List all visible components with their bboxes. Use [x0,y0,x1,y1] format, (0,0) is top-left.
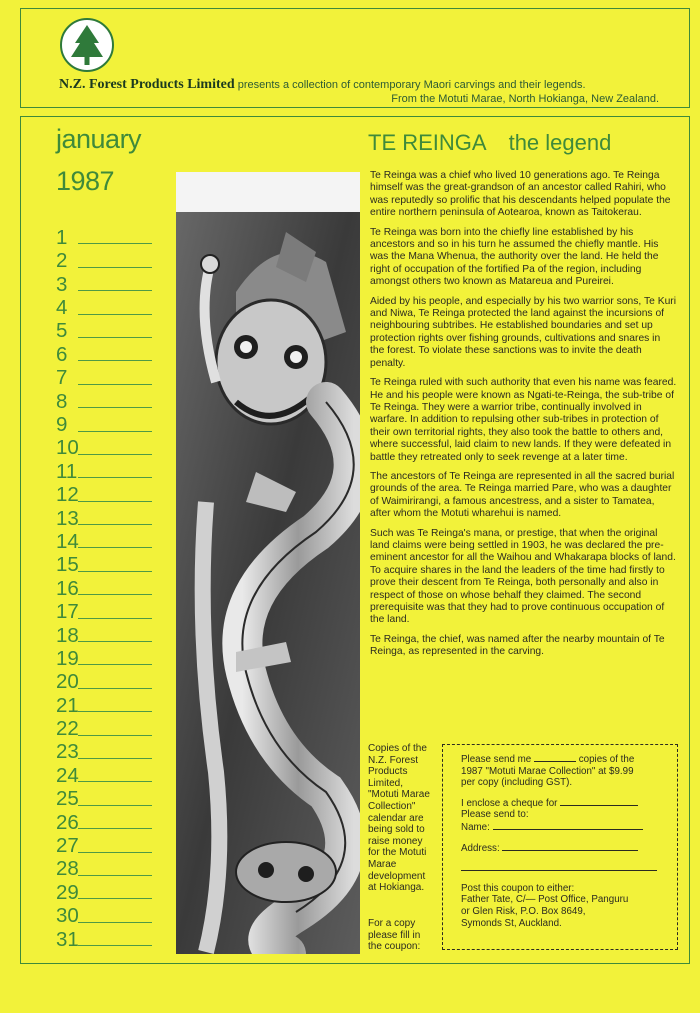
day-number: 26 [56,810,79,834]
day-number: 19 [56,646,79,670]
day-row [56,712,152,741]
day-number: 18 [56,623,79,647]
day-row [56,408,152,437]
day-number: 14 [56,529,79,553]
day-row [56,829,152,858]
day-row [56,853,152,881]
legend-paragraph: Te Reinga was a chief who lived 10 generations ago. Te Reinga himself was the great-grandson of an ancestor called Rahiri, who was reputedly so prolific that his descendants helped populate the entire northern peninsula of Aotearoa, known as Taitokerau. [370,170,671,219]
quantity-field[interactable] [534,753,576,762]
coupon-send-a: Please send me [461,754,532,765]
day-number: 27 [56,834,79,858]
day-row [56,572,152,600]
day-row [56,244,152,273]
day-number: 1 [56,225,68,249]
day-row [56,899,152,928]
day-number: 29 [56,880,79,904]
day-row [56,315,152,343]
day-row [56,782,152,811]
coupon-address-label: Address: [461,842,500,854]
coupon-post-1: Father Tate, C/— Post Office, Panguru [461,894,629,906]
day-row [56,595,152,624]
day-number: 23 [56,740,79,764]
day-number: 22 [56,717,79,741]
legend-paragraph: Te Reinga, the chief, was named after the nearby mountain of Te Reinga, as represented in the carving. [370,633,665,658]
day-row [56,876,152,904]
day-row [56,923,152,951]
day-number: 11 [56,459,78,483]
day-row [56,502,152,530]
company-name: N.Z. Forest Products Limited [59,77,235,92]
month-label: january [56,124,142,154]
day-number: 2 [56,249,68,273]
cheque-amount-field[interactable] [560,797,638,806]
day-row [56,548,152,577]
day-number: 15 [56,553,79,577]
day-number: 12 [56,483,79,507]
day-row [56,361,152,390]
day-number: 20 [56,670,79,694]
company-line [59,77,689,93]
day-row [56,642,152,670]
carving-image-icon [176,172,360,954]
tree-logo-icon [59,17,115,73]
day-row [56,338,152,366]
day-number: 31 [56,927,79,951]
day-row [56,221,152,249]
day-row [56,385,152,413]
carving-photo [176,172,360,954]
coupon-send-to: Please send to: [461,809,529,821]
day-number: 3 [56,272,68,296]
address-field-2[interactable] [461,862,657,871]
day-row [56,806,152,834]
coupon-send-c: 1987 "Motuti Marae Collection" at $9.99 [461,765,634,777]
day-number: 30 [56,904,79,928]
coupon-name-label: Name: [461,821,490,833]
company-tagline: presents a collection of contemporary Maori carvings and their legends. [237,79,586,91]
day-number: 7 [56,366,68,390]
day-row [56,291,152,320]
day-row [56,525,152,553]
legend-paragraph: The ancestors of Te Reinga are represented in all the sacred burial grounds of the area. Te Reinga married Pare, who was a daughter of Waimirirangi, a famous ancestress, and a sister to Tamatea, after whom the Motuti wharehui is named. [370,470,675,520]
name-field[interactable] [493,821,643,830]
day-number: 28 [56,857,79,881]
legend-title-sub: the legend [508,130,612,155]
day-row [56,689,152,717]
year-label: 1987 [56,166,115,196]
coupon-send-b: copies of the [578,754,635,765]
day-row [56,455,152,483]
day-number: 5 [56,319,68,343]
day-number: 16 [56,576,79,600]
legend-title-name: TE REINGA [368,130,487,155]
day-number: 4 [56,296,68,320]
day-row [56,478,152,507]
day-row [56,268,152,296]
legend-paragraph: Te Reinga was born into the chiefly line established by his ancestors and so in his turn he assumed the chiefly mantle. His was the Mana Whenua, the authority over the land. He held the right of occupation of the fortified Pa of the region, including amongst others two known as Matareua and Pureirei. [370,226,659,288]
day-number: 8 [56,389,68,413]
legend-paragraph: Aided by his people, and especially by his two warrior sons, Te Kuri and Niwa, Te Reinga protected the land against the incursions of neighbouring subtribes. He established boundaries and set up protection rights over fishing grounds, cultivations and snares in the forest. To violate these sanctions was to invite the death penalty. [370,295,677,369]
header-panel [20,8,690,108]
legend-text [370,170,677,666]
day-number: 13 [56,506,79,530]
address-field[interactable] [502,842,638,851]
legend-title [368,130,611,156]
day-number: 25 [56,787,79,811]
coupon-post: Post this coupon to either: [461,882,575,894]
day-number: 21 [56,693,79,717]
legend-paragraph: Such was Te Reinga's mana, or prestige, that when the original land claims were being settled in 1903, he was declared the pre-eminent ancestor for all the Waihou and Whakarapa blocks of land. To acquire shares in the land the leaders of the time had firstly to prove their descent from Te Reinga, both personally and also in respect of those on whose behalf they claimed. The second prerequisite was that they had to prove continuous occupation of the land. [370,527,676,626]
day-number: 24 [56,763,79,787]
day-row [56,759,152,787]
day-row [56,665,152,694]
day-number: 10 [56,436,79,460]
order-coupon [442,744,678,950]
copies-note: Copies of the N.Z. Forest Products Limited, "Motuti Marae Collection" calendar are being sold to raise money for the Motuti Marae development at Hokianga. [368,743,430,894]
day-number: 6 [56,342,68,366]
day-row [56,619,152,647]
day-number: 17 [56,600,79,624]
day-list [56,221,152,951]
legend-paragraph: Te Reinga ruled with such authority that even his name was feared. He and his people were known as Ngati-te-Reinga, the sub-tribe of Te Reinga. They were a warrior tribe, continually involved in warfare. In addition to repulsing other sub-tribes in protection of their own territorial rights, they also took the battle to others and, where successful, laid claim to new lands. If they were defeated in battle they retreated only to seek revenge at a later time. [370,377,677,463]
coupon-prompt: For a copy please fill in the coupon: [368,918,421,953]
day-row [56,432,152,460]
coupon-post-2: or Glen Risk, P.O. Box 8649, [461,905,586,917]
coupon-send-d: per copy (including GST). [461,777,573,789]
day-number: 9 [56,413,68,437]
company-subline: From the Motuti Marae, North Hokianga, New Zealand. [391,93,659,105]
coupon-post-3: Symonds St, Auckland. [461,917,562,929]
day-entry-line[interactable] [78,945,152,946]
coupon-cheque: I enclose a cheque for [461,797,558,809]
day-row [56,736,152,764]
